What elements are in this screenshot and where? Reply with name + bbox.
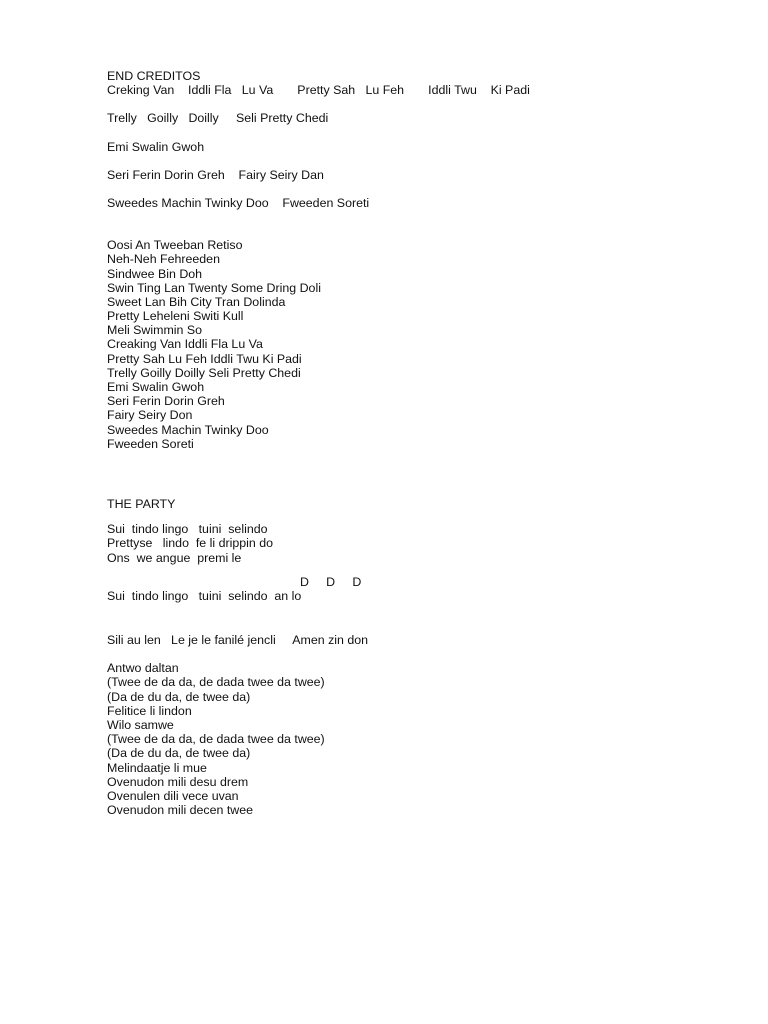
- the-party-stanza: [107, 661, 747, 817]
- lyric-line: Sweet Lan Bih City Tran Dolinda: [107, 294, 286, 309]
- lyric-line: Sweedes Machin Twinky Doo Fweeden Soreti: [107, 195, 370, 210]
- lyric-line: Fairy Seiry Don: [107, 408, 193, 423]
- lyric-line: Creaking Van Iddli Fla Lu Va: [107, 337, 263, 352]
- lyric-line: Sui tindo lingo tuini selindo an lo: [107, 588, 302, 603]
- lyric-line: Wilo samwe: [107, 718, 174, 732]
- lyric-line: Trelly Goilly Doilly Seli Pretty Chedi: [107, 111, 329, 126]
- lyric-line: Sui tindo lingo tuini selindo: [107, 522, 268, 537]
- lyric-line: Emi Swalin Gwoh: [107, 380, 205, 394]
- lyric-line: Sili au len Le je le fanilé jencli Amen zin don: [107, 633, 369, 648]
- lyric-line: (Twee de da da, de dada twee da twee): [107, 675, 325, 690]
- document-page: [107, 69, 747, 817]
- lyric-line: Swin Ting Lan Twenty Some Dring Doli: [107, 280, 321, 295]
- section-title-the-party: THE PARTY: [107, 496, 176, 511]
- lyric-line: Prettyse lindo fe li drippin do: [107, 536, 273, 551]
- lyric-line: Seri Ferin Dorin Greh Fairy Seiry Dan: [107, 167, 324, 182]
- lyric-line: Sindwee Bin Doh: [107, 266, 203, 281]
- end-creditos-verse: [107, 238, 747, 451]
- lyric-line: Ovenudon mili desu drem: [107, 774, 249, 789]
- lyric-line: Emi Swalin Gwoh: [107, 139, 205, 154]
- chord-line: D D D: [300, 574, 362, 589]
- lyric-line: (Da de du da, de twee da): [107, 746, 251, 761]
- lyric-line: Trelly Goilly Doilly Seli Pretty Chedi: [107, 365, 301, 380]
- lyric-line: Neh-Neh Fehreeden: [107, 252, 220, 267]
- lyric-line: Felitice li lindon: [107, 703, 192, 718]
- lyric-line: Antwo daltan: [107, 661, 179, 676]
- lyric-line: Meli Swimmin So: [107, 323, 203, 338]
- lyric-line: Pretty Sah Lu Feh Iddli Twu Ki Padi: [107, 351, 302, 366]
- lyric-line: Seri Ferin Dorin Greh: [107, 394, 225, 409]
- lyric-line: Pretty Leheleni Switi Kull: [107, 309, 244, 324]
- lyric-line: Melindaatje li mue: [107, 760, 207, 775]
- section-title-end-creditos: END CREDITOS: [107, 69, 201, 83]
- lyric-line: Oosi An Tweeban Retiso: [107, 238, 243, 253]
- lyric-line: Ons we angue premi le: [107, 550, 242, 565]
- lyric-line: (Twee de da da, de dada twee da twee): [107, 732, 325, 747]
- lyric-line: (Da de du da, de twee da): [107, 689, 251, 704]
- lyric-line: Fweeden Soreti: [107, 436, 194, 451]
- lyric-line: Creking Van Iddli Fla Lu Va Pretty Sah Lu Feh Iddli Twu Ki Padi: [107, 83, 530, 98]
- lyric-line: Sweedes Machin Twinky Doo: [107, 422, 269, 437]
- lyric-line: Ovenudon mili decen twee: [107, 803, 254, 818]
- lyric-line: Ovenulen dili vece uvan: [107, 788, 239, 803]
